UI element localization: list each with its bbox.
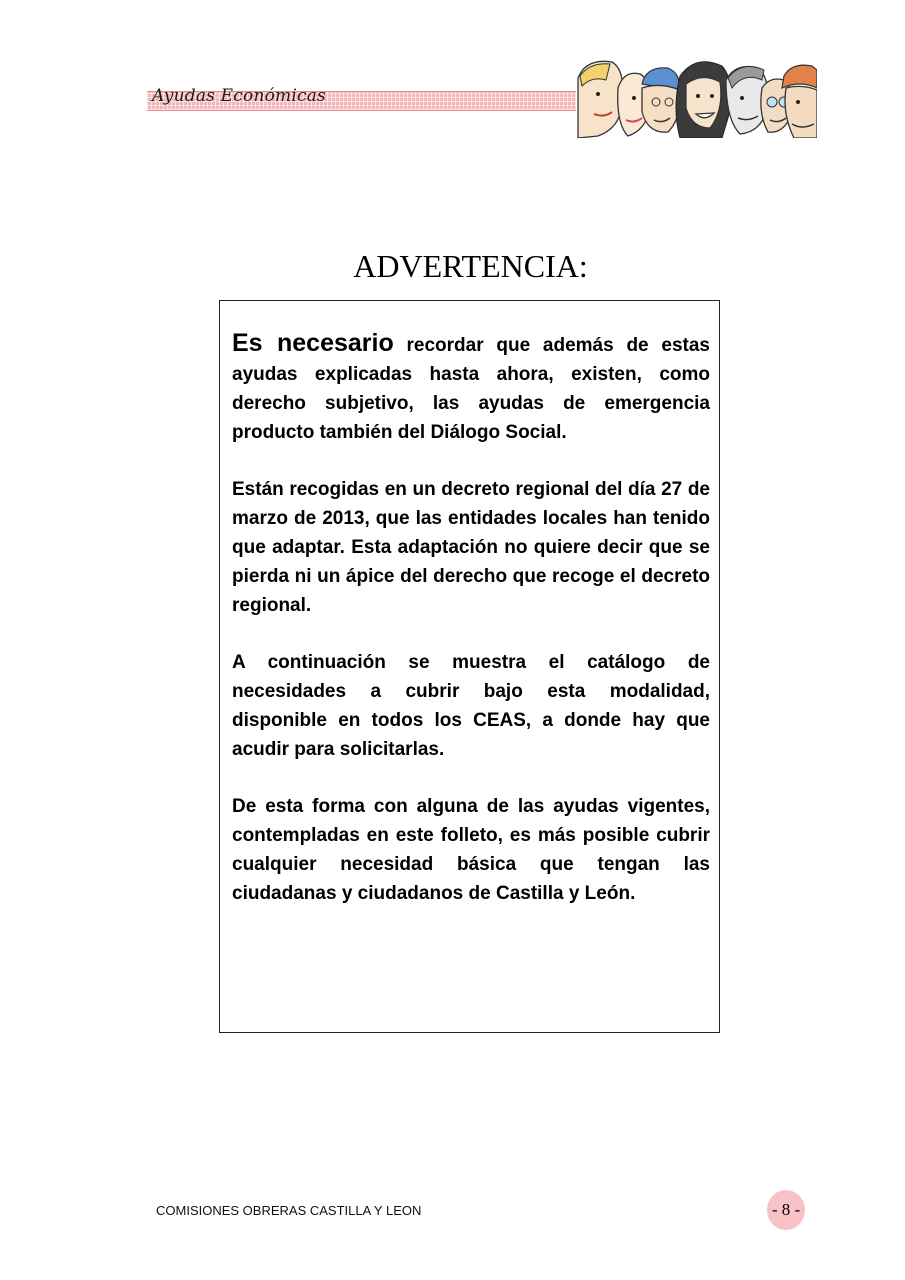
footer-organization: COMISIONES OBRERAS CASTILLA Y LEON [156,1203,422,1218]
paragraph-2: Están recogidas en un decreto regional del día 27 de marzo de 2013, que las entidades locales han tenido que adaptar. Esta adaptación no quiere decir que se pierda ni un ápice del derecho que recoge el decreto regional. [232,479,710,616]
header-title: Ayudas Económicas [152,86,326,106]
warning-box [219,300,720,1033]
page-title: ADVERTENCIA: [353,248,588,284]
paragraph-text: recordar que además de estas ayudas explicadas hasta ahora, existen, como derecho subjetivo, las ayudas de emergencia producto también del Diálogo Social. [232,335,710,443]
paragraph-4: De esta forma con alguna de las ayudas vigentes, contempladas en este folleto, es más posible cubrir cualquier necesidad básica que tengan las ciudadanas y ciudadanos de Castilla y León. [232,796,710,904]
cartoon-faces-illustration [576,58,817,138]
warning-text [232,329,710,936]
paragraph-lead: Es necesario [232,329,394,357]
paragraph-3: A continuación se muestra el catálogo de necesidades a cubrir bajo esta modalidad, disponible en todos los CEAS, a donde hay que acudir para solicitarlas. [232,652,710,760]
paragraph-1 [232,329,710,447]
page-number-badge: - 8 - [767,1190,805,1230]
